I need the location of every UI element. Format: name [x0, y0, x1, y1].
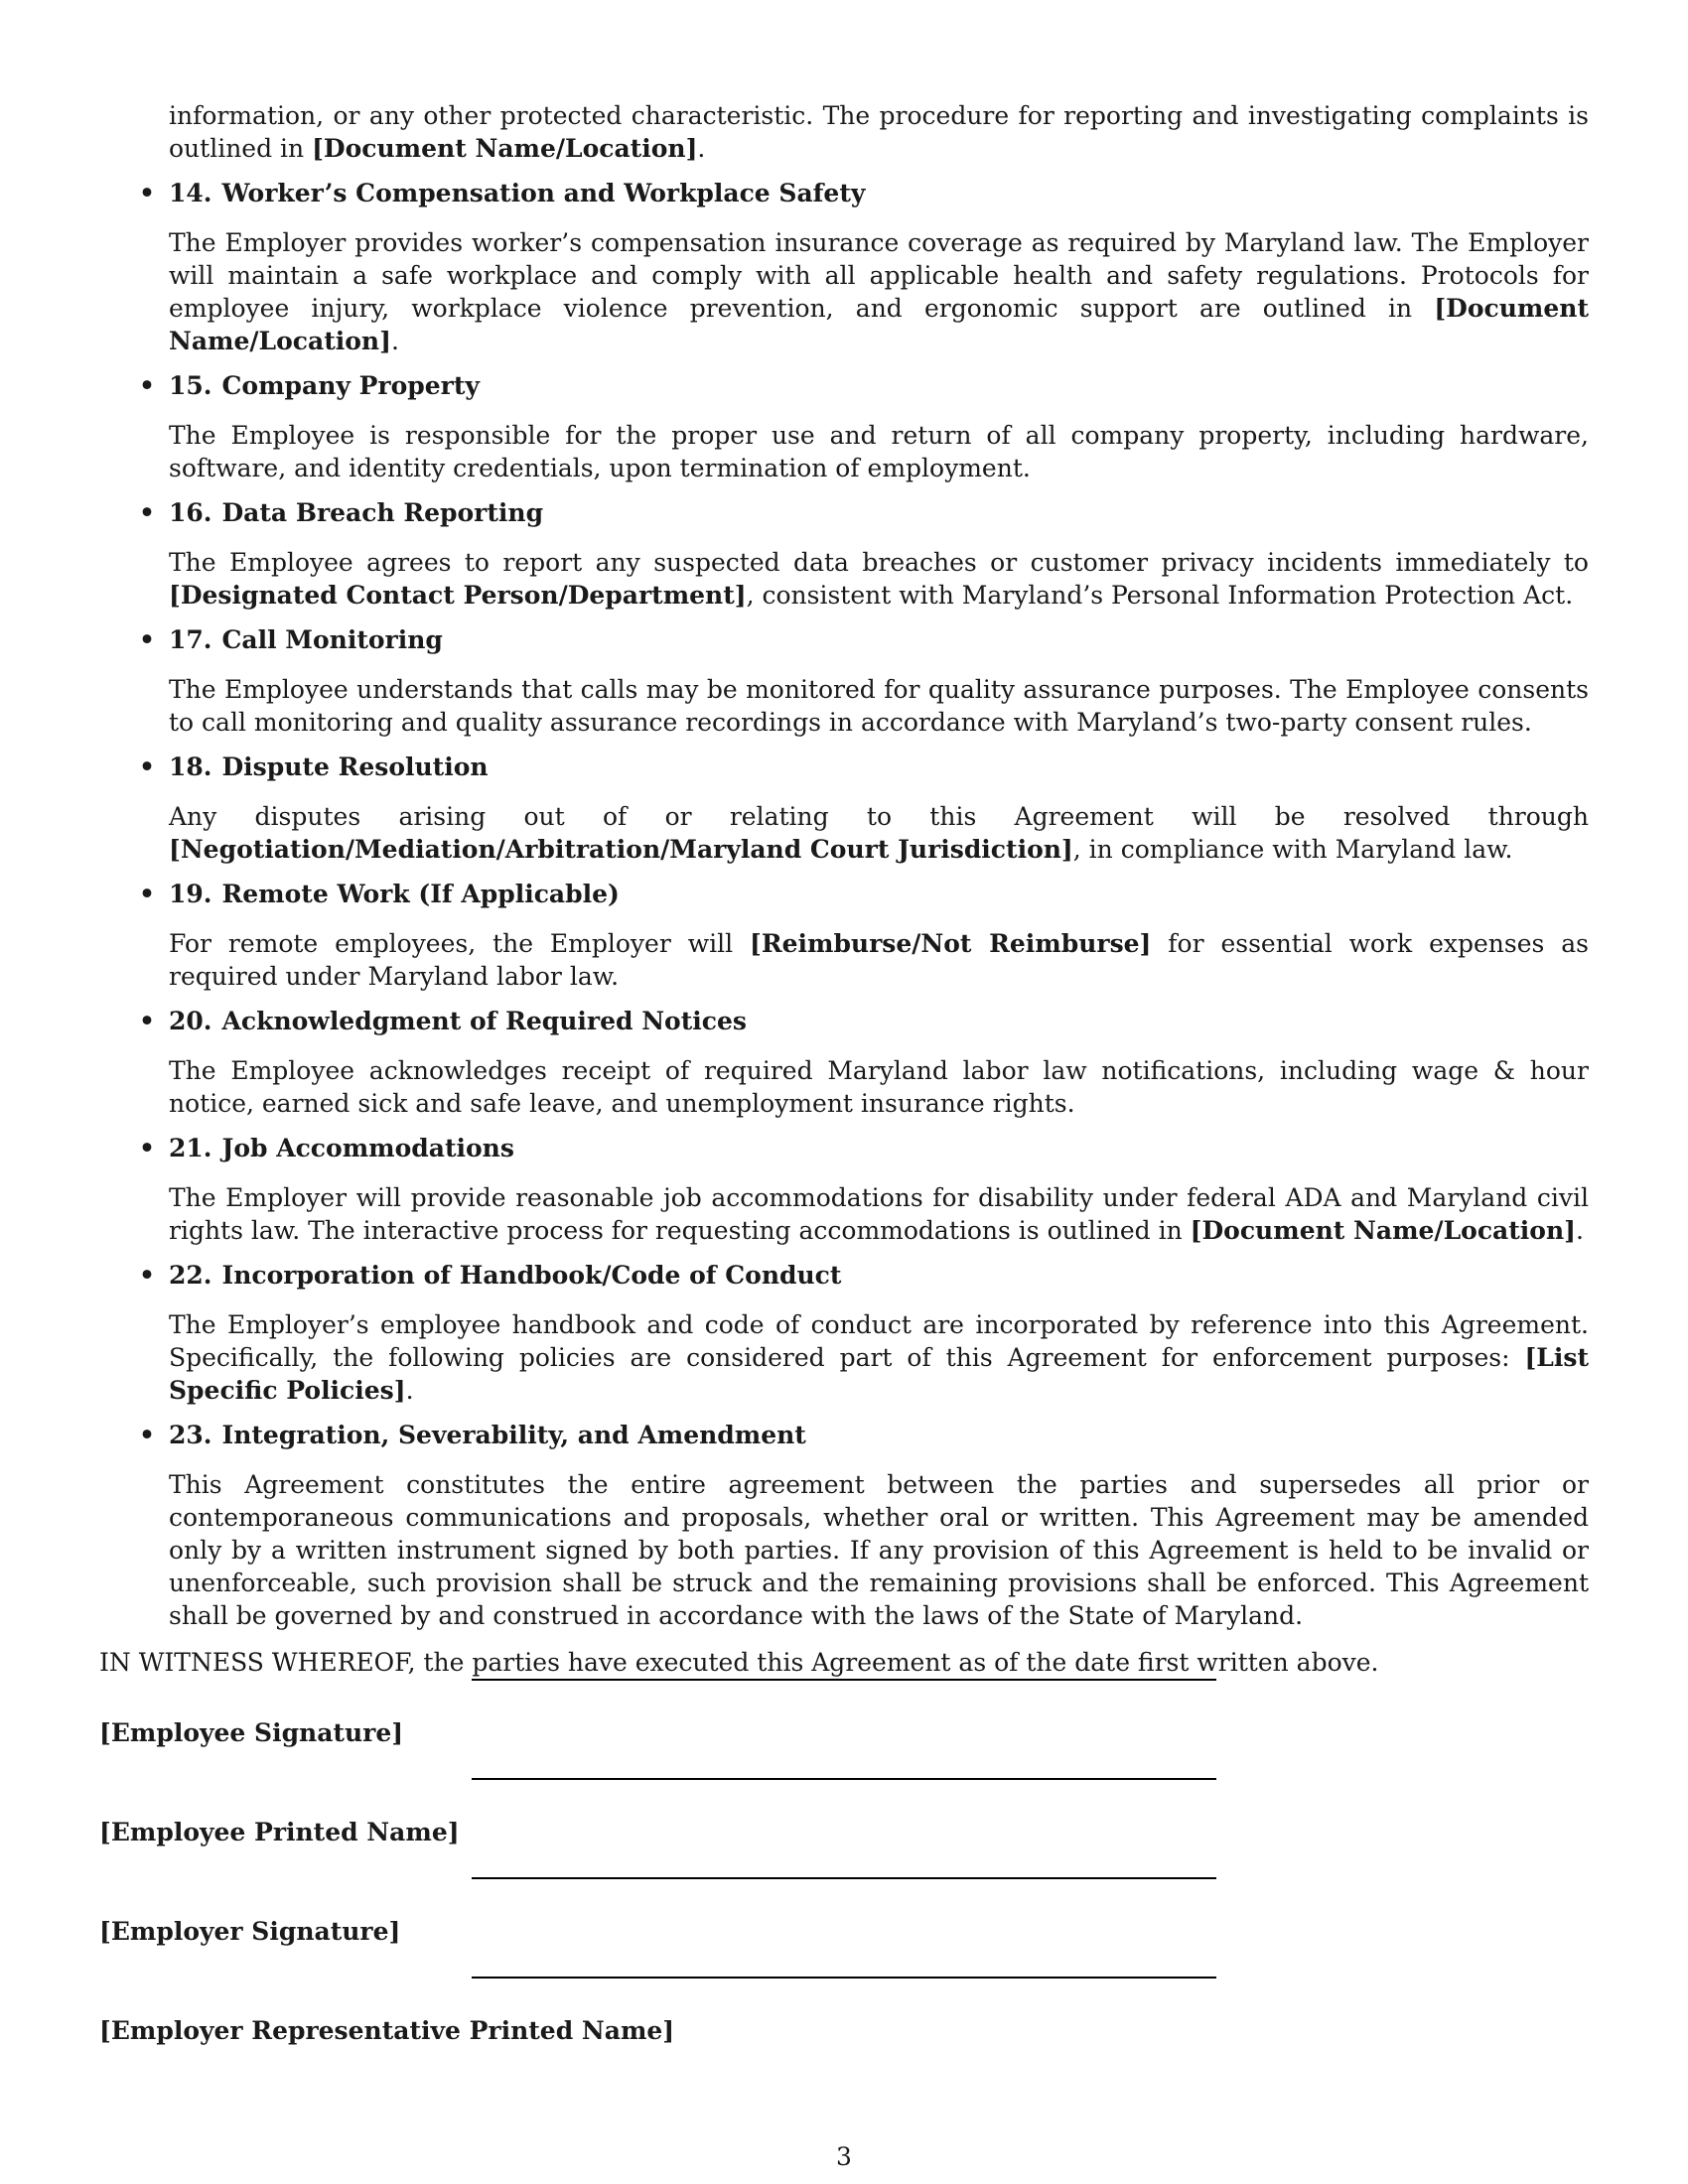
- section-20: [99, 1005, 1589, 1120]
- section-14: [99, 177, 1589, 357]
- section-title: Dispute Resolution: [221, 752, 489, 781]
- signature-line[interactable]: [472, 1679, 1216, 1681]
- bullet-icon: •: [139, 752, 155, 781]
- section-text: This Agreement constitutes the entire agreement between the parties and supersedes all prior or contemporaneous communications and proposals, whether oral or written. This Agreement may be amended only by a written instrument signed by both parties. If any provision of this Agreement is held to be invalid or unenforceable, such provision shall be struck and the remaining provisions shall be enforced. This Agreement shall be governed by and construed in accordance with the laws of the State of Maryland.: [169, 1470, 1589, 1630]
- section-heading: [169, 751, 1589, 783]
- witness-statement: IN WITNESS WHEREOF, the parties have executed this Agreement as of the date first written above.: [99, 1648, 1379, 1677]
- section-number: 21.: [169, 1134, 212, 1162]
- section-placeholder: [Negotiation/Mediation/Arbitration/Maryland Court Jurisdiction]: [169, 835, 1073, 864]
- section-number: 16.: [169, 498, 212, 527]
- section-heading: [169, 1005, 1589, 1037]
- signature-line[interactable]: [472, 1977, 1216, 1979]
- section-title: Incorporation of Handbook/Code of Conduct: [221, 1261, 842, 1290]
- signature-block-employee: [99, 1679, 1589, 1778]
- section-text-after: , in compliance with Maryland law.: [1072, 835, 1513, 864]
- bullet-icon: •: [139, 1007, 155, 1035]
- signature-label: [Employer Representative Printed Name]: [99, 2016, 675, 2045]
- section-number: 18.: [169, 752, 212, 781]
- section-title: Acknowledgment of Required Notices: [221, 1007, 747, 1035]
- section-body: [169, 419, 1589, 484]
- section-text: Any disputes arising out of or relating to this Agreement will be resolved through: [169, 802, 1589, 831]
- section-body: [169, 1308, 1589, 1407]
- section-heading: [169, 878, 1589, 910]
- bullet-icon: •: [139, 880, 155, 908]
- section-15: [99, 369, 1589, 484]
- intro-text: information, or any other protected characteristic. The procedure for reporting and investigating complaints is outlined in: [169, 101, 1589, 163]
- section-body: [169, 800, 1589, 866]
- section-heading: [169, 1259, 1589, 1292]
- section-placeholder: [Designated Contact Person/Department]: [169, 581, 747, 610]
- signature-block-employee-name: [99, 1778, 1589, 1877]
- section-22: [99, 1259, 1589, 1407]
- section-number: 14.: [169, 179, 212, 207]
- intro-after: .: [697, 134, 706, 163]
- section-heading: [169, 1132, 1589, 1164]
- intro-paragraph: [169, 99, 1589, 165]
- section-body: [169, 927, 1589, 993]
- bullet-icon: •: [139, 1261, 155, 1290]
- section-21: [99, 1132, 1589, 1247]
- bullet-icon: •: [139, 1421, 155, 1449]
- section-title: Worker’s Compensation and Workplace Safety: [221, 179, 866, 207]
- bullet-icon: •: [139, 1134, 155, 1162]
- section-text-after: for essential work expenses as required under Maryland labor law.: [169, 929, 1589, 991]
- section-number: 15.: [169, 371, 212, 400]
- section-title: Data Breach Reporting: [221, 498, 544, 527]
- section-text: The Employer’s employee handbook and code of conduct are incorporated by reference into this Agreement. Specifically, the following policies are considered part of this Agreement for enforcement purposes:: [169, 1310, 1589, 1372]
- signature-label: [Employee Printed Name]: [99, 1818, 460, 1846]
- section-text: The Employer provides worker’s compensation insurance coverage as required by Maryland law. The Employer will maintain a safe workplace and comply with all applicable health and safety regulations. Protocols for employee injury, workplace violence prevention, and ergonomic support are outlined in: [169, 228, 1589, 323]
- section-heading: [169, 496, 1589, 529]
- section-title: Integration, Severability, and Amendment: [221, 1421, 806, 1449]
- section-placeholder: [Document Name/Location]: [1190, 1216, 1576, 1245]
- section-text-after: .: [390, 327, 399, 355]
- bullet-icon: •: [139, 179, 155, 207]
- section-text-after: .: [1575, 1216, 1584, 1245]
- bullet-icon: •: [139, 625, 155, 654]
- page-number: 3: [836, 2142, 852, 2171]
- section-body: [169, 673, 1589, 739]
- section-title: Remote Work (If Applicable): [221, 880, 620, 908]
- section-text: For remote employees, the Employer will: [169, 929, 750, 958]
- section-body: [169, 546, 1589, 612]
- signature-block-employer: [99, 1877, 1589, 1977]
- section-title: Company Property: [221, 371, 480, 400]
- section-text: The Employee understands that calls may be monitored for quality assurance purposes. The Employee consents to call monitoring and quality assurance recordings in accordance with Maryland’s two-party consent rules.: [169, 675, 1589, 737]
- section-body: [169, 1181, 1589, 1247]
- section-text: The Employee agrees to report any suspected data breaches or customer privacy incidents immediately to: [169, 548, 1589, 577]
- section-text: The Employer will provide reasonable job accommodations for disability under federal ADA and Maryland civil rights law. The interactive process for requesting accommodations is outlined in: [169, 1183, 1589, 1245]
- section-title: Job Accommodations: [221, 1134, 514, 1162]
- document-page: [99, 99, 1589, 2076]
- section-heading: [169, 369, 1589, 402]
- section-heading: [169, 623, 1589, 656]
- section-16: [99, 496, 1589, 612]
- section-number: 20.: [169, 1007, 212, 1035]
- intro-placeholder: [Document Name/Location]: [312, 134, 698, 163]
- section-text: The Employee is responsible for the proper use and return of all company property, including hardware, software, and identity credentials, upon termination of employment.: [169, 421, 1589, 482]
- section-text-after: .: [405, 1376, 414, 1405]
- section-number: 17.: [169, 625, 212, 654]
- section-body: [169, 1054, 1589, 1120]
- section-body: [169, 1468, 1589, 1632]
- bullet-icon: •: [139, 498, 155, 527]
- signature-block-employer-name: [99, 1977, 1589, 2076]
- section-17: [99, 623, 1589, 739]
- signature-line[interactable]: [472, 1778, 1216, 1780]
- section-23: [99, 1419, 1589, 1632]
- section-placeholder: [Document Name/Location]: [169, 294, 1589, 355]
- section-heading: [169, 1419, 1589, 1451]
- signature-line[interactable]: [472, 1877, 1216, 1879]
- section-text: The Employee acknowledges receipt of required Maryland labor law notifications, including wage & hour notice, earned sick and safe leave, and unemployment insurance rights.: [169, 1056, 1589, 1118]
- section-placeholder: [Reimburse/Not Reimburse]: [749, 929, 1152, 958]
- section-number: 23.: [169, 1421, 212, 1449]
- section-number: 22.: [169, 1261, 212, 1290]
- section-placeholder: [List Specific Policies]: [169, 1343, 1589, 1405]
- section-title: Call Monitoring: [221, 625, 443, 654]
- section-text-after: , consistent with Maryland’s Personal Information Protection Act.: [746, 581, 1574, 610]
- signature-label: [Employer Signature]: [99, 1917, 401, 1946]
- section-19: [99, 878, 1589, 993]
- signature-label: [Employee Signature]: [99, 1718, 404, 1747]
- section-heading: [169, 177, 1589, 209]
- section-18: [99, 751, 1589, 866]
- bullet-icon: •: [139, 371, 155, 400]
- section-body: [169, 226, 1589, 357]
- section-number: 19.: [169, 880, 212, 908]
